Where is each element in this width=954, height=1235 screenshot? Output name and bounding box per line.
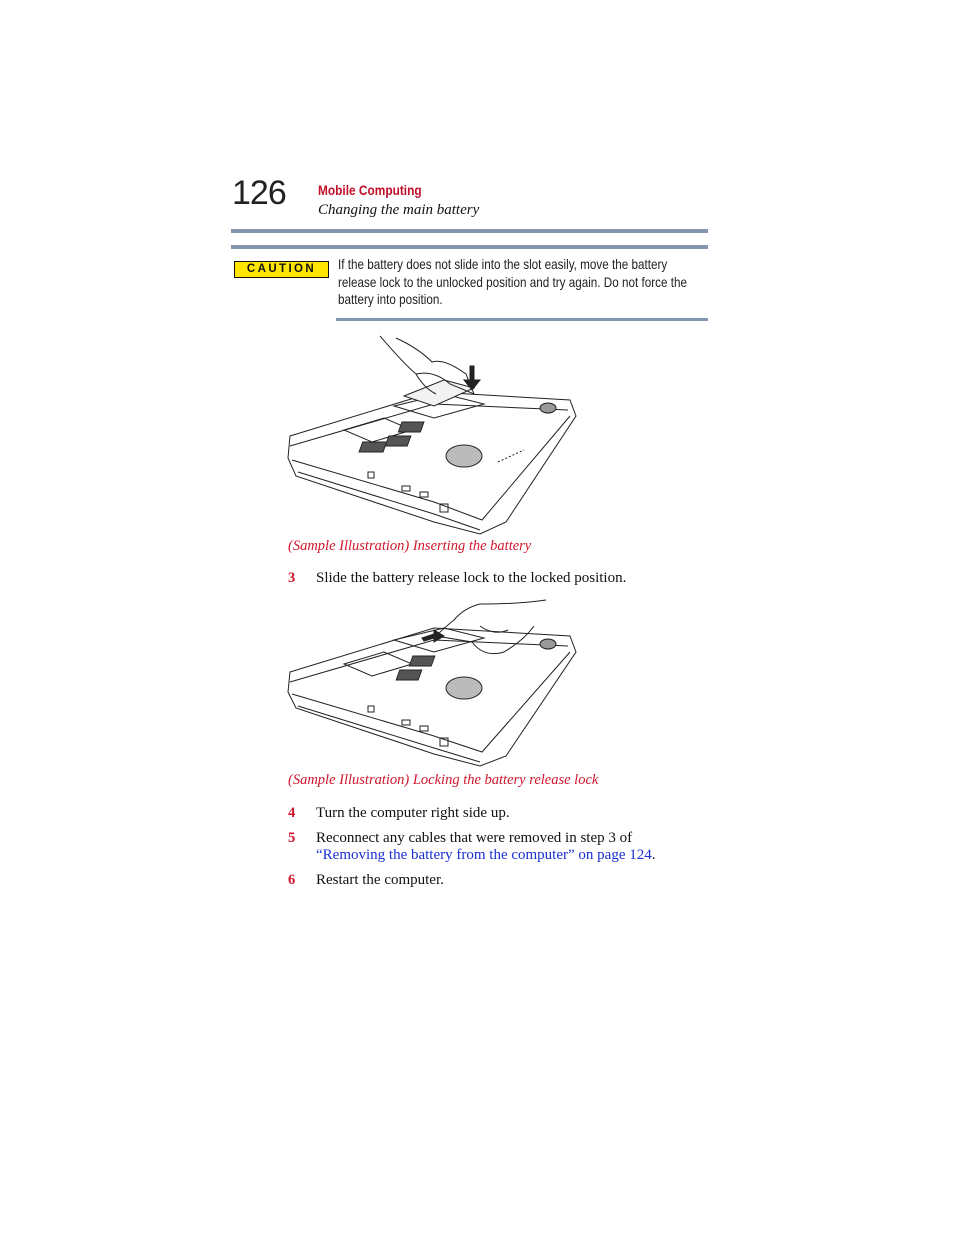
step-text-6: Restart the computer.: [316, 872, 444, 888]
step-number-4: 4: [288, 805, 296, 821]
step-5-suffix: .: [651, 847, 656, 863]
step-text-3: Slide the battery release lock to the locked position.: [316, 570, 627, 586]
illustration-locking-release-lock: [284, 598, 578, 770]
caution-bottom-rule: [336, 318, 708, 321]
caution-badge: CAUTION: [234, 261, 329, 278]
figure-caption-locking: (Sample Illustration) Locking the battery release lock: [288, 772, 599, 788]
section-title: Changing the main battery: [318, 202, 480, 218]
caution-text-line: release lock to the unlocked position and try again. Do not force the: [338, 274, 687, 290]
caution-text-line: battery into position.: [338, 292, 443, 308]
illustration-inserting-battery: [284, 334, 578, 538]
caution-top-rule: [231, 245, 708, 249]
header-rule: [231, 229, 708, 233]
step-number-6: 6: [288, 872, 296, 888]
chapter-title: Mobile Computing: [318, 183, 422, 198]
step-text-4: Turn the computer right side up.: [316, 805, 510, 821]
step-5-link-line: [316, 847, 655, 864]
caution-text-line: If the battery does not slide into the slot easily, move the battery: [338, 257, 668, 272]
step-text-5: Reconnect any cables that were removed in step 3 of: [316, 830, 633, 846]
step-number-3: 3: [288, 570, 296, 586]
caution-text: [338, 256, 708, 309]
cross-reference-link[interactable]: “Removing the battery from the computer” on page 124: [316, 847, 652, 863]
step-number-5: 5: [288, 830, 296, 846]
figure-caption-inserting: (Sample Illustration) Inserting the battery: [288, 538, 532, 554]
page-number: 126: [232, 174, 286, 212]
